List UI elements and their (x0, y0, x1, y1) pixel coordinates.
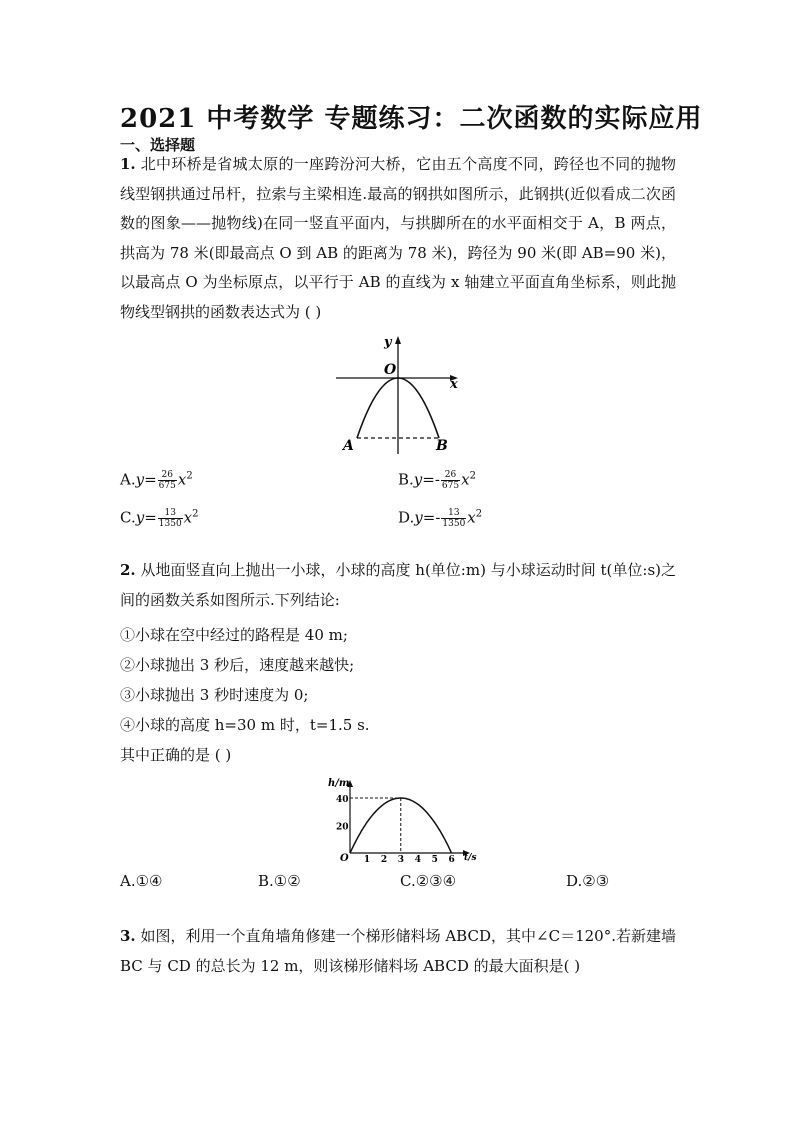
question-1-number: 1. (120, 155, 136, 173)
y-tick-label: 20 (336, 822, 349, 833)
parabola-arch-figure (330, 332, 470, 458)
origin-label: O (340, 853, 349, 864)
x-tick-label: 3 (397, 855, 405, 865)
statement-4: ④小球的高度 h=30 m 时，t=1.5 s. (120, 716, 370, 734)
height-time-chart (326, 774, 477, 866)
x-axis-label: t/s (464, 853, 477, 863)
point-b-label: B (436, 438, 448, 454)
document-title: 2021 中考数学 专题练习：二次函数的实际应用 (120, 104, 703, 134)
q1-option-a: A.y= $\frac{26}{675}$ $x^2$ (120, 470, 193, 491)
question-2-number: 2. (120, 561, 136, 579)
question-3-text: 如图，利用一个直角墙角修建一个梯形储料场 ABCD，其中∠C＝120°.若新建墙 BC 与 CD 的总长为 12 m，则该梯形储料场 ABCD 的最大面积是( ) (120, 927, 676, 975)
question-2 (120, 556, 676, 615)
x-axis-label: x (450, 377, 458, 392)
statement-2: ②小球抛出 3 秒后，速度越来越快; (120, 656, 355, 674)
y-tick-label: 40 (336, 795, 349, 805)
q2-option-b: B.①② (258, 872, 301, 890)
x-tick-label: 4 (414, 855, 421, 865)
question-1-text: 北中环桥是省城太原的一座跨汾河大桥，它由五个高度不同，跨径也不同的抛物线型钢拱通过吊杆，拉索与主梁相连.最高的钢拱如图所示，此钢拱(近似看成二次函数的图象——抛物线)在同一竖直平面内，与拱脚所在的水平面相交于 A，B 两点，拱高为 78 米(即最高点 O 到 AB 的距离为 78 米)，跨径为 90 米(即 AB=90 米)，以最高点 O 为坐标原点，以平行于 AB 的直线为 x 轴建立平面直角坐标系，则此抛物线型钢拱的函数表达式为 ( ) (120, 155, 676, 321)
fraction: $\frac{13}{1350}$ (158, 508, 182, 529)
q2-option-d: D.②③ (566, 872, 610, 890)
question-1 (120, 150, 676, 327)
x-tick-label: 6 (448, 855, 455, 865)
fraction: $\frac{26}{675}$ (441, 470, 460, 491)
q1-option-b: B.y=- $\frac{26}{675}$ $x^2$ (398, 470, 476, 491)
question-2-text: 从地面竖直向上抛出一小球，小球的高度 h(单位:m) 与小球运动时间 t(单位:s)之间的函数关系如图所示.下列结论: (120, 561, 676, 609)
q2-option-a: A.①④ (120, 872, 163, 890)
y-axis-arrow-icon (395, 336, 401, 344)
point-a-label: A (343, 438, 354, 454)
y-axis-label: h/m (328, 778, 350, 789)
fraction: $\frac{26}{675}$ (158, 470, 176, 491)
q1-option-d: D.y=- $\frac{13}{1350}$ $x^2$ (398, 508, 483, 529)
question-3 (120, 922, 676, 981)
fraction: $\frac{13}{1350}$ (442, 508, 466, 529)
x-tick-label: 2 (380, 855, 388, 865)
section-heading: 一、选择题 (120, 136, 196, 154)
origin-label: O (384, 362, 397, 378)
q1-option-c: C.y= $\frac{13}{1350}$ $x^2$ (120, 508, 199, 529)
x-tick-label: 1 (363, 855, 371, 865)
question-2-prompt: 其中正确的是 ( ) (120, 746, 232, 764)
x-tick-label: 5 (431, 855, 438, 865)
statement-3: ③小球抛出 3 秒时速度为 0; (120, 686, 309, 704)
question-3-number: 3. (120, 927, 136, 945)
y-axis-label: y (384, 335, 392, 350)
q2-option-c: C.②③④ (400, 872, 457, 890)
statement-1: ①小球在空中经过的路程是 40 m; (120, 626, 348, 644)
